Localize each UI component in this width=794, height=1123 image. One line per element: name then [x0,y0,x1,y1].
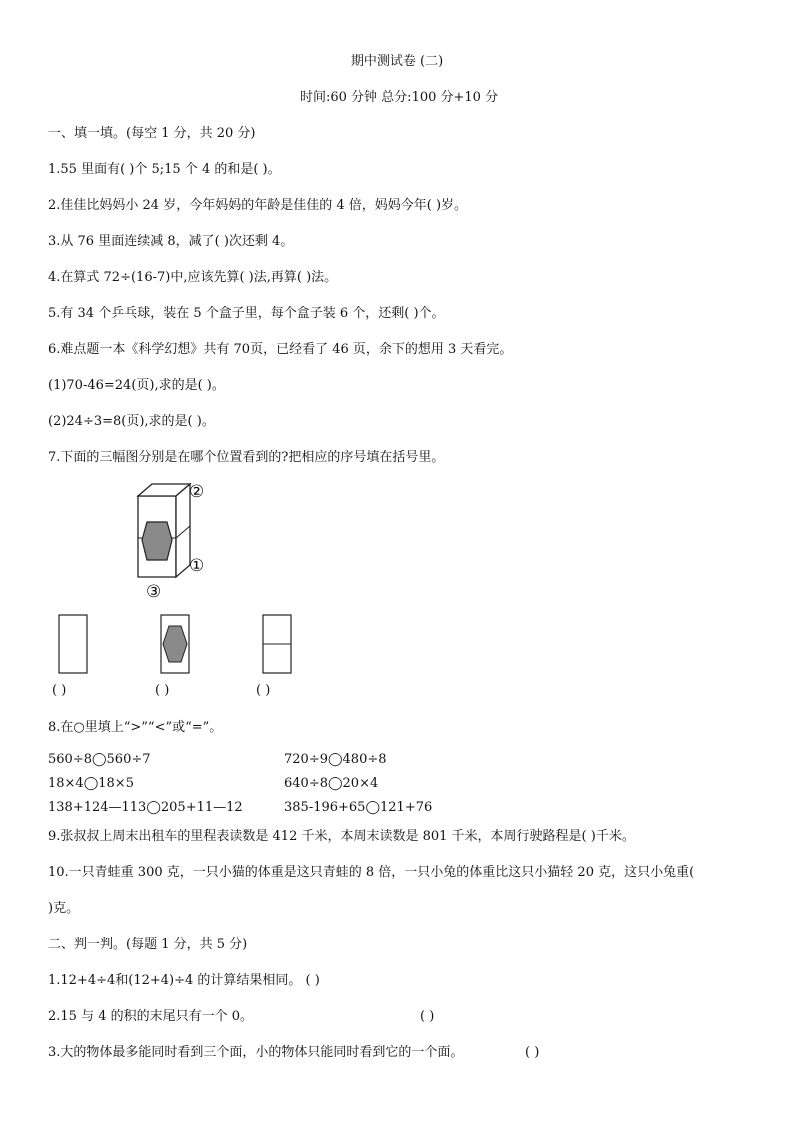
question-2: 2.佳佳比妈妈小 24 岁，今年妈妈的年龄是佳佳的 4 倍，妈妈今年( )岁。 [48,198,468,213]
compare-item-1: 560÷8◯560÷7 [48,752,151,767]
answer-bracket-1[interactable]: ( ) [52,683,67,698]
judge-3: 3.大的物体最多能同时看到三个面，小的物体只能同时看到它的一个面。 [48,1045,464,1060]
compare-item-4: 640÷8◯20×4 [284,776,379,791]
view-label-right: ① [189,556,205,576]
question-9: 9.张叔叔上周末出租车的里程表读数是 412 千米，本周末读数是 801 千米，本周行驶路程是( )千米。 [48,829,635,844]
question-7: 7.下面的三幅图分别是在哪个位置看到的?把相应的序号填在括号里。 [48,450,445,465]
judge-1: 1.12+4÷4和(12+4)÷4 的计算结果相同。 ( ) [48,973,320,988]
judge-2: 2.15 与 4 的积的末尾只有一个 0。 [48,1009,254,1024]
question-4: 4.在算式 72÷(16-7)中,应该先算( )法,再算( )法。 [48,270,338,285]
question-3: 3.从 76 里面连续减 8，减了( )次还剩 4。 [48,234,294,249]
compare-item-2: 720÷9◯480÷8 [284,752,387,767]
view-label-top: ② [189,482,205,502]
judge-2-bracket[interactable]: ( ) [420,1009,435,1024]
answer-bracket-3[interactable]: ( ) [256,683,271,698]
section1-heading: 一、填一填。(每空 1 分，共 20 分) [48,126,256,141]
section2-heading: 二、判一判。(每题 1 分，共 5 分) [48,937,248,952]
compare-item-6: 385-196+65◯121+76 [284,800,433,815]
question-6-part-1: (1)70-46=24(页),求的是( )。 [48,378,225,393]
judge-3-bracket[interactable]: ( ) [525,1045,540,1060]
question-10: 10.一只青蛙重 300 克，一只小猫的体重是这只青蛙的 8 倍，一只小兔的体重比这只小猫轻 20 克，这只小兔重( [48,865,695,880]
page-title: 期中测试卷 (二) [350,54,444,69]
compare-item-5: 138+124—113◯205+11—12 [48,800,243,815]
question-6: 6.难点题一本《科学幻想》共有 70页，已经看了 46 页，余下的想用 3 天看完。 [48,342,513,357]
view-label-front: ③ [146,582,162,602]
view-plain-rectangle [58,614,90,676]
question-10-continued: )克。 [48,901,80,916]
question-5: 5.有 34 个乒乓球，装在 5 个盒子里，每个盒子装 6 个，还剩( )个。 [48,306,445,321]
cuboid-figure [130,482,220,607]
question-8: 8.在○里填上“>”“<”或“=”。 [48,720,223,735]
question-1: 1.55 里面有( )个 5;15 个 4 的和是( )。 [48,162,281,177]
exam-info: 时间:60 分钟 总分:100 分+10 分 [300,90,499,105]
view-hexagon-rectangle [160,614,192,676]
answer-bracket-2[interactable]: ( ) [155,683,170,698]
question-6-part-2: (2)24÷3=8(页),求的是( )。 [48,414,215,429]
compare-item-3: 18×4◯18×5 [48,776,134,791]
view-split-rectangle [262,614,294,676]
